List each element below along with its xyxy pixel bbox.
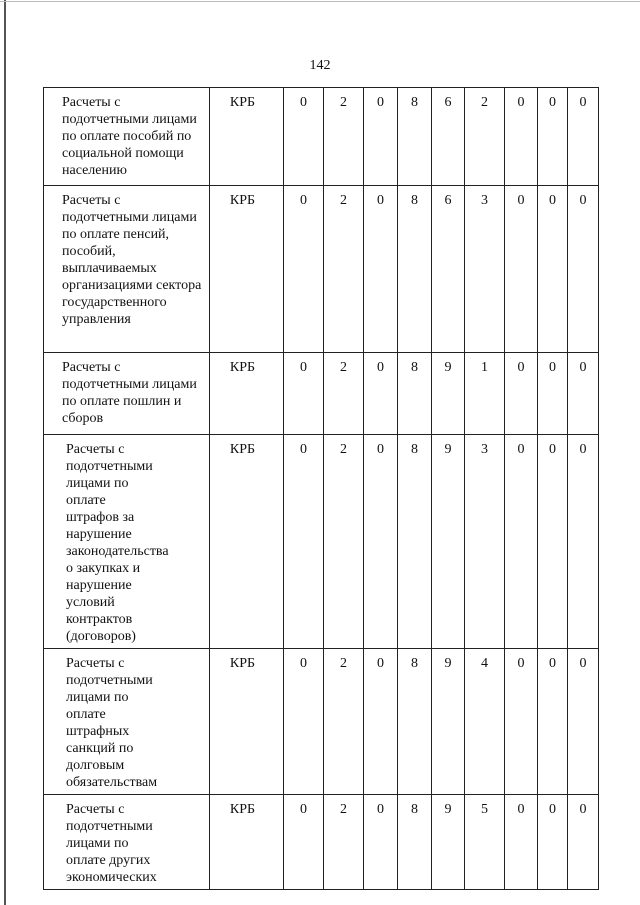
budget-code-cell: КРБ [210, 186, 284, 353]
account-digit-cell: 0 [505, 435, 538, 649]
account-digit-cell: 0 [568, 186, 599, 353]
account-digit-cell: 0 [568, 795, 599, 890]
page-left-edge [4, 0, 6, 905]
account-digit-cell: 0 [364, 649, 398, 795]
table-row [44, 353, 599, 435]
account-digit-cell: 0 [505, 88, 538, 186]
account-digit-cell: 8 [398, 435, 432, 649]
page-top-edge [0, 1, 640, 2]
account-digit-cell: 6 [432, 186, 465, 353]
account-digit-cell: 0 [538, 435, 568, 649]
table-row [44, 186, 599, 353]
account-digit-cell: 0 [284, 435, 324, 649]
account-digit-cell: 4 [465, 649, 505, 795]
account-digit-cell: 0 [568, 353, 599, 435]
account-digit-cell: 0 [364, 353, 398, 435]
account-digit-cell: 0 [538, 795, 568, 890]
account-name-cell [44, 353, 210, 435]
account-digit-cell: 0 [505, 186, 538, 353]
table-row [44, 88, 599, 186]
account-digit-cell: 5 [465, 795, 505, 890]
account-digit-cell: 8 [398, 649, 432, 795]
budget-code-cell: КРБ [210, 649, 284, 795]
budget-code-cell: КРБ [210, 795, 284, 890]
account-digit-cell: 0 [364, 795, 398, 890]
account-name: Расчеты с подотчетными лицами по оплате пенсий, пособий, выплачиваемых организациями сектора государственного управления [62, 193, 202, 327]
account-name-cell [44, 435, 210, 649]
account-digit-cell: 0 [364, 186, 398, 353]
account-name-cell [44, 88, 210, 186]
account-digit-cell: 0 [284, 186, 324, 353]
account-name: Расчеты с подотчетными лицами по оплате других экономических [66, 802, 157, 885]
account-digit-cell: 8 [398, 186, 432, 353]
account-digit-cell: 0 [364, 88, 398, 186]
account-digit-cell: 0 [568, 435, 599, 649]
account-digit-cell: 2 [465, 88, 505, 186]
account-name: Расчеты с подотчетными лицами по оплате пошлин и сборов [62, 360, 197, 426]
account-digit-cell: 9 [432, 435, 465, 649]
budget-code-cell: КРБ [210, 435, 284, 649]
account-name: Расчеты с подотчетными лицами по оплате штрафных санкций по долговым обязательствам [66, 656, 158, 790]
account-digit-cell: 6 [432, 88, 465, 186]
account-digit-cell: 0 [505, 795, 538, 890]
account-digit-cell: 8 [398, 88, 432, 186]
account-digit-cell: 9 [432, 353, 465, 435]
account-digit-cell: 0 [284, 795, 324, 890]
account-digit-cell: 0 [538, 186, 568, 353]
account-digit-cell: 2 [324, 795, 364, 890]
account-digit-cell: 2 [324, 649, 364, 795]
account-digit-cell: 2 [324, 88, 364, 186]
account-digit-cell: 0 [505, 353, 538, 435]
account-digit-cell: 3 [465, 186, 505, 353]
budget-code-cell: КРБ [210, 353, 284, 435]
account-digit-cell: 0 [568, 88, 599, 186]
account-digit-cell: 0 [538, 88, 568, 186]
account-name-cell [44, 186, 210, 353]
account-digit-cell: 8 [398, 353, 432, 435]
table-body [44, 88, 599, 890]
account-digit-cell: 9 [432, 649, 465, 795]
account-digit-cell: 1 [465, 353, 505, 435]
account-name-cell [44, 795, 210, 890]
account-digit-cell: 0 [284, 353, 324, 435]
account-digit-cell: 3 [465, 435, 505, 649]
account-name-cell [44, 649, 210, 795]
account-digit-cell: 0 [284, 88, 324, 186]
accounts-table [43, 87, 599, 890]
table-row [44, 435, 599, 649]
account-name: Расчеты с подотчетными лицами по оплате штрафов за нарушение законодательства о закупках и нарушение условий контрактов (договоров) [66, 442, 169, 644]
account-digit-cell: 0 [284, 649, 324, 795]
account-digit-cell: 2 [324, 353, 364, 435]
budget-code-cell: КРБ [210, 88, 284, 186]
account-digit-cell: 0 [364, 435, 398, 649]
account-digit-cell: 0 [568, 649, 599, 795]
account-digit-cell: 2 [324, 435, 364, 649]
account-digit-cell: 0 [538, 649, 568, 795]
account-digit-cell: 0 [505, 649, 538, 795]
account-digit-cell: 0 [538, 353, 568, 435]
account-digit-cell: 2 [324, 186, 364, 353]
account-digit-cell: 9 [432, 795, 465, 890]
table-row [44, 795, 599, 890]
page-number: 142 [309, 58, 331, 73]
table-row [44, 649, 599, 795]
account-name: Расчеты с подотчетными лицами по оплате пособий по социальной помощи населению [62, 95, 197, 178]
account-digit-cell: 8 [398, 795, 432, 890]
